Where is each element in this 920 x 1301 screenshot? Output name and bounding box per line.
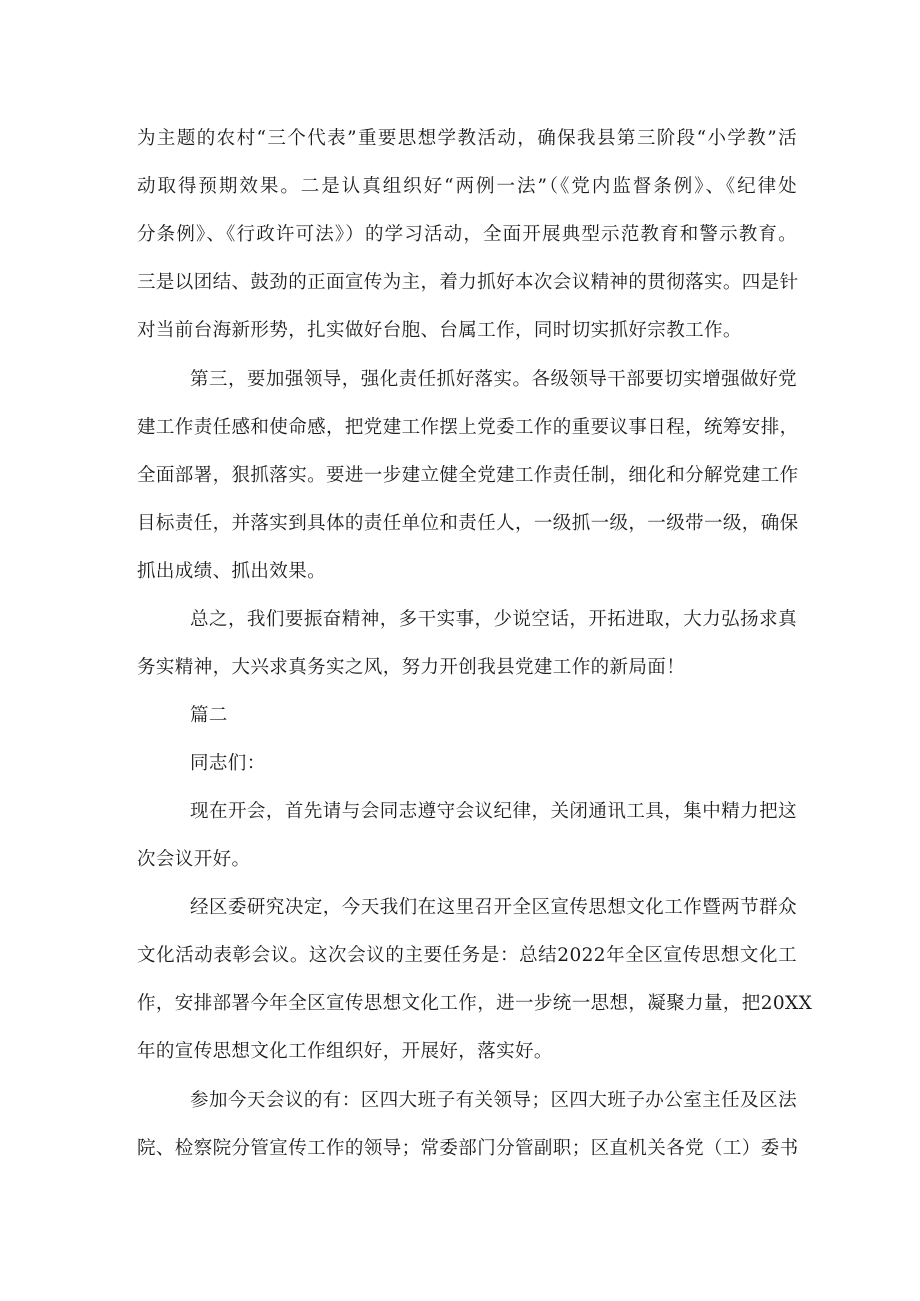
salutation: 同志们：: [190, 753, 266, 774]
text-line: 总之，我们要振奋精神，多干实事，少说空话，开拓进取，大力弘扬求真: [190, 609, 797, 630]
text-line: 为主题的农村“三个代表”重要思想学教活动，确保我县第三阶段“小学教”活: [137, 128, 797, 149]
text-line: 经区委研究决定，今天我们在这里召开全区宣传思想文化工作暨两节群众: [190, 897, 797, 918]
text-line: 第三，要加强领导，强化责任抓好落实。各级领导干部要切实增强做好党: [190, 369, 797, 390]
text-line: 目标责任，并落实到具体的责任单位和责任人，一级抓一级，一级带一级，确保: [137, 513, 799, 534]
text-line: 作，安排部署今年全区宣传思想文化工作，进一步统一思想，凝聚力量，把20XX: [137, 993, 813, 1014]
text-line: 分条例》、《行政许可法》）的学习活动，全面开展典型示范教育和警示教育。: [137, 224, 797, 245]
text-line: 院、检察院分管宣传工作的领导；常委部门分管副职；区直机关各党（工）委书: [137, 1138, 799, 1159]
text-line: 建工作责任感和使命感，把党建工作摆上党委工作的重要议事日程，统筹安排，: [137, 417, 799, 438]
text-line: 次会议开好。: [137, 849, 251, 870]
text-line: 三是以团结、鼓劲的正面宣传为主，着力抓好本次会议精神的贯彻落实。四是针: [137, 272, 799, 293]
text-line: 年的宣传思想文化工作组织好，开展好，落实好。: [137, 1041, 553, 1062]
text-line: 动取得预期效果。二是认真组织好“两例一法”（《党内监督条例》、《纪律处: [137, 176, 797, 197]
text-line: 对当前台海新形势，扎实做好台胞、台属工作，同时切实抓好宗教工作。: [137, 320, 742, 341]
text-line: 参加今天会议的有：区四大班子有关领导；区四大班子办公室主任及区法: [190, 1090, 797, 1111]
text-line: 务实精神，大兴求真务实之风，努力开创我县党建工作的新局面！: [137, 657, 686, 678]
text-line: 文化活动表彰会议。这次会议的主要任务是：总结2022年全区宣传思想文化工: [137, 945, 797, 966]
text-line: 全面部署，狠抓落实。要进一步建立健全党建工作责任制，细化和分解党建工作: [137, 465, 799, 486]
text-line: 抓出成绩、抓出效果。: [137, 561, 327, 582]
text-line: 现在开会，首先请与会同志遵守会议纪律，关闭通讯工具，集中精力把这: [190, 801, 797, 822]
section-heading: 篇二: [190, 705, 228, 726]
